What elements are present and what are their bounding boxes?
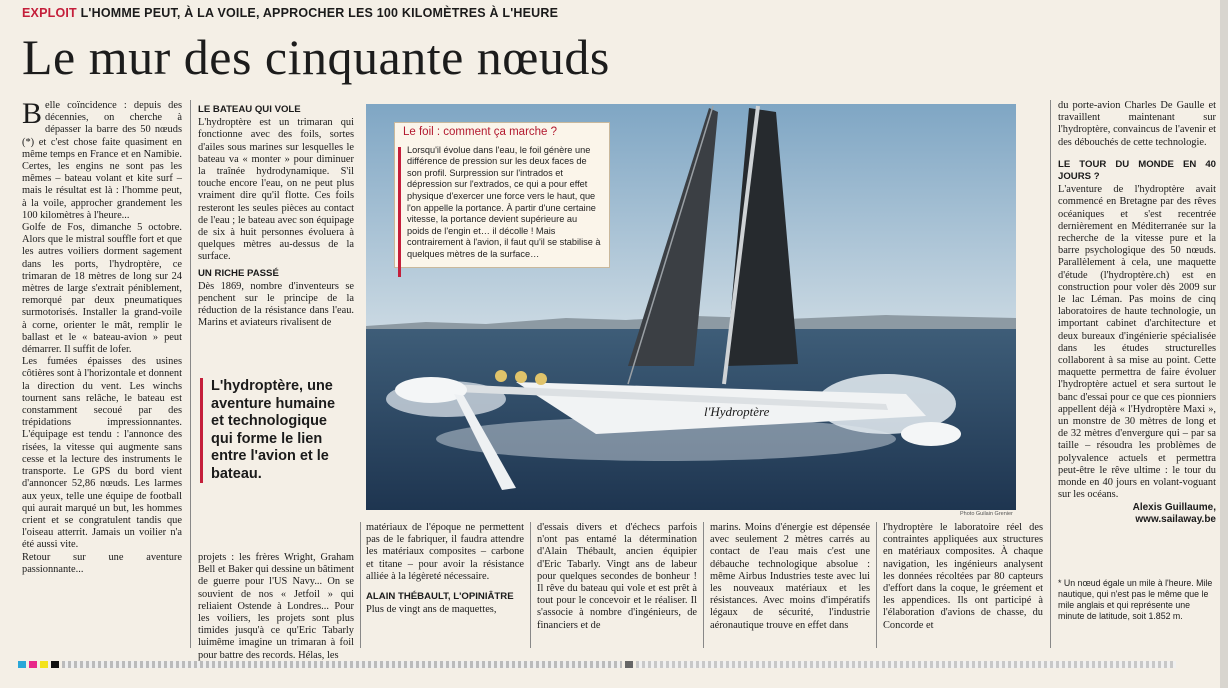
column-3 [366,522,524,616]
float-left [395,377,467,403]
column-7 [1058,100,1216,526]
column-rule [703,522,704,648]
author-name: Alexis Guillaume, [1132,501,1216,513]
col2-paragraph-2: Dès 1869, nombre d'inventeurs se penchent sur le principe de la réduction de la résistance dans l'eau. Marins et aviateurs rivalisent de [198,280,354,329]
col4-paragraph-1: d'essais divers et d'échecs parfois n'ont pas entamé la détermination d'Alain Thébault, ancien équipier d'Eric Tabarly. Vingt ans de labeur pour quelques secondes de bonheur ! Il rêve du bateau qui vole et est prêt à tout pour le concevoir et le réaliser. Il s'associe à nombre d'ingénieurs, de financiers et de [537,522,697,631]
article-kicker [22,6,558,20]
column-2 [198,100,354,330]
column-rule [190,100,191,648]
infobox-text: Lorsqu'il évolue dans l'eau, le foil génère une différence de pression sur les deux faces de son profil. Surpression sur l'intrados et dépression sur l'extrados, ce qui a pour effet physique d'exercer une force vers le haut, que l'on appelle la portance. À partir d'une certaine vitesse, la portance devient supérieure au poids de l'engin et… il décolle ! Mais contrairement à l'avion, il faut qu'il se stabilise à quelques mètres de la surface… [407,144,601,259]
subheading-bateau-qui-vole: LE BATEAU QUI VOLE [198,104,301,115]
photo-credit: Photo Guilain Grenier [960,511,1013,517]
subheading-tour-du-monde: LE TOUR DU MONDE EN 40 JOURS ? [1058,158,1216,183]
subheading-riche-passe: UN RICHE PASSÉ [198,267,279,279]
column-1 [22,97,182,576]
foil-infobox [394,122,610,268]
footnote: * Un nœud égale un mile à l'heure. Mile nautique, qui n'est pas le même que le mile anglais et qui représente une minute de latitude, soit 1.852 m. [1058,578,1213,621]
column-rule [360,522,361,648]
col3-paragraph-1: matériaux de l'époque ne permettent pas de le fabriquer, il faudra attendre les matériaux composites – carbone et titane – pour avoir la résistance alliée à la légèreté nécessaire. [366,522,524,582]
pull-quote: L'hydroptère, une aventure humaine et technologique qui forme le lien entre l'avion et le bateau. [200,378,350,483]
column-4 [537,522,697,632]
print-color-strip [18,661,1213,668]
col2-paragraph-1: L'hydroptère est un trimaran qui fonctionne avec des foils, sortes d'ailes sous marines sur lesquelles le bateau va « monter » pour diminuer la traînée hydrodynamique. S'il touche encore l'eau, on ne peut plus vraiment dire qu'il flotte. Ces foils resteront les seules pièces au contact de l'eau ; le bateau avec son équipage de six à huit personnes évoluera à quelques mètres au-dessus de la surface. [198,117,354,263]
author-website: www.sailaway.be [1135,513,1216,525]
infobox-accent-bar [398,147,401,277]
column-2-bottom [198,552,354,662]
col1-paragraph-2: Golfe de Fos, dimanche 5 octobre. Alors que le mistral souffle fort et que les autres voiliers dorment sagement dans les ports, l'hydroptère, ce trimaran de 18 mètres de long sur 24 mètres de large s'extrait péniblement, remorqué par deux pneumatiques surmotorisés. Installer la grand-voile à corne, orienter le mât, remplir le ballast et le « bateau-avion » peut démarrer. Il suffit de lofer. [22,222,182,356]
column-rule [876,522,877,648]
column-5 [710,522,870,632]
col1-paragraph-1: elle coïncidence : depuis des décennies, on cherche à dépasser la barre des 50 nœuds (*) et c'est chose faite quasiment en même temps en France et en Namibie. Certes, les engins ne sont pas les mêmes – bateau volant et kite surf – mais le résultat est là : l'homme peut, à la voile, approcher grandement les 100 kilomètres à l'heure... [22,100,182,221]
col1-paragraph-4: Retour sur une aventure passionnante... [22,551,182,575]
infobox-title: Le foil : comment ça marche ? [403,126,558,138]
dropcap: B [22,97,43,130]
column-rule [1050,100,1051,648]
subheading-alain-thebault: ALAIN THÉBAULT, L'OPINIÂTRE [366,591,514,603]
col1-paragraph-3: Les fumées épaisses des usines côtières sont à l'horizontale et donnent la direction du vent. Les winchs tournent sans relâche, le bateau est constamment secoué par des trépidations impressionnantes. L'équipage est tendu : l'annonce des risées, la vitesse qui augmente sans cesse et la lecture des instruments le transporte. Le GPS du bord vient d'annoncer 52,86 nœuds. Les larmes aux yeux, telle une équipe de football qui aurait marqué un but, les hommes crient et se congratulent tandis que l'oiseau atterrit. Jamais un voilier n'a été aussi vite. [22,356,182,551]
col7-paragraph-2: L'aventure de l'hydroptère avait commencé en Bretagne par des rêves océaniques et s'est recentrée dernièrement en Méditerranée sur la recherche de la vitesse pure et la barre psychologique des 50 nœuds. Parallèlement à cela, une maquette d'étude (l'hydroptère.ch) est en construction pour voler dès 2009 sur le lac Léman. Pas moins de cinq laboratoires de haute technologie, un important cabinet d'architecture et deux bureaux d'ingénierie spécialisée dans les études structurelles collaborent à sa mise au point. Cette maquette permettra de faire évoluer l'hydroptère actuel et sera surtout le banc d'essai pour ce que ces pionniers appellent déjà « l'Hydroptère Maxi », un monstre de 30 mètres de long et de 32 mètres d'envergure qui – par sa taille – résoudra les problèmes de polyvalence actuels et permettra peut-être le rêve ultime : le tour du monde en 40 jours en volant-voguant sur les océans. [1058,184,1216,501]
col5-paragraph-1: marins. Moins d'énergie est dépensée avec seulement 2 mètres carrés au contact de l'eau mais c'est une débauche technologique absolue : même Airbus Industries teste avec lui les nouveaux matériaux et les résistances. Avec moins d'impératifs légaux de sécurité, l'industrie aéronautique trouve en effet dans [710,522,870,631]
kicker-text: L'HOMME PEUT, À LA VOILE, APPROCHER LES 100 KILOMÈTRES À L'HEURE [80,6,559,20]
column-6 [883,522,1043,632]
kicker-label: EXPLOIT [22,6,77,20]
float-right [901,422,961,446]
article-title: Le mur des cinquante nœuds [22,29,610,85]
column-rule [530,522,531,648]
col7-paragraph-1: du porte-avion Charles De Gaulle et travaillent maintenant sur l'hydroptère, convaincus de l'avenir et des débouchés de cette technologie. [1058,100,1216,148]
col6-paragraph-1: l'hydroptère le laboratoire réel des contraintes appliquées aux structures en matériaux composites. À chaque navigation, les ingénieurs analysent les données récoltées par 80 capteurs d'effort dans la coque, le gréement et les appendices. Ils ont participé à l'élaboration d'avions de chasse, du Concorde et [883,522,1043,631]
boat-name: l'Hydroptère [704,404,770,419]
page-edge [1220,0,1228,688]
col3-paragraph-2: Plus de vingt ans de maquettes, [366,604,497,616]
col2-paragraph-3: projets : les frères Wright, Graham Bell et Baker qui dessine un bâtiment de guerre pour l'US Navy... On se souvient de nos « Jetfoil » qui reliaient Ostende à Londres... Pour les voiliers, les projets sont plus timides jusqu'à ce qu'Eric Tabarly luimême imagine un trimaran à foil pour battre des records. Hélas, les [198,552,354,661]
